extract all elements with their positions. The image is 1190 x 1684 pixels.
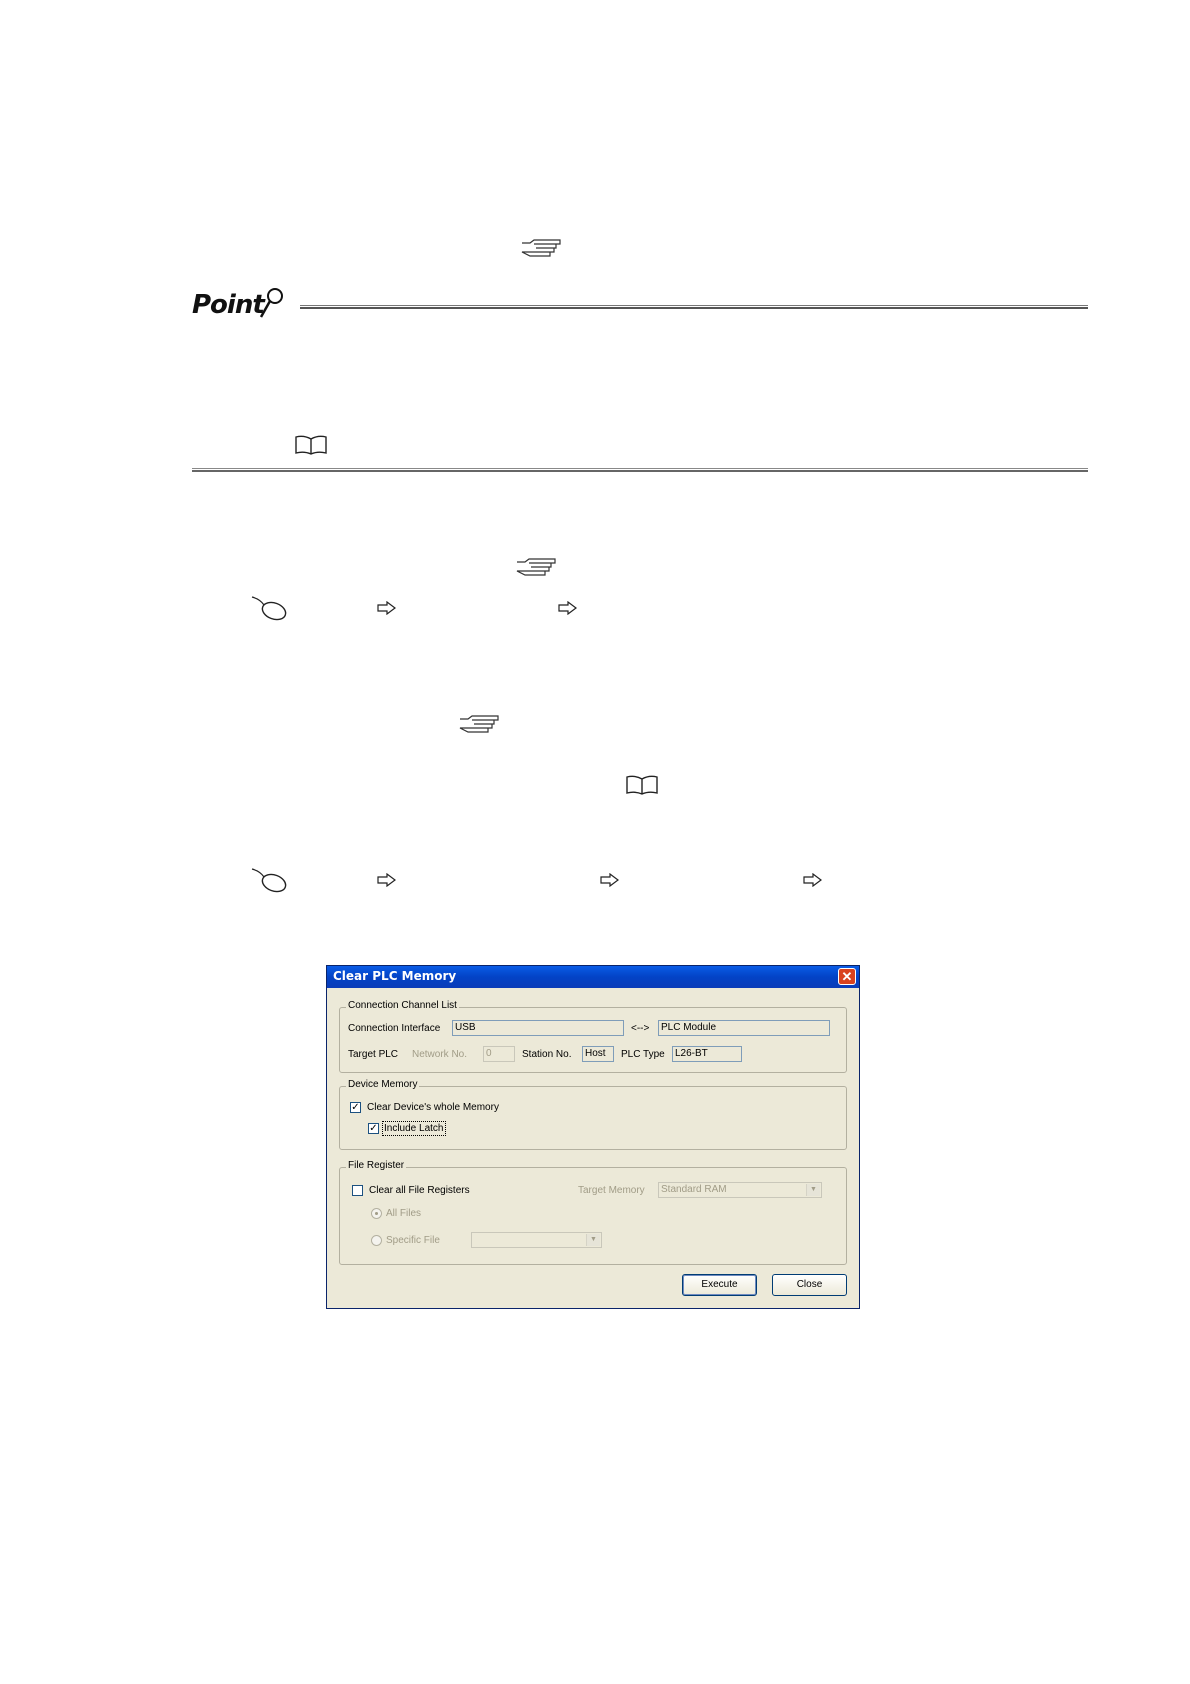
network-no-field: 0 — [483, 1046, 515, 1062]
connection-arrow-label: <--> — [631, 1023, 650, 1034]
dialog-title: Clear PLC Memory — [333, 969, 457, 983]
close-button[interactable]: Close — [772, 1274, 847, 1296]
close-icon[interactable]: ✕ — [838, 968, 856, 985]
station-no-field: Host — [582, 1046, 614, 1062]
clear-file-registers-label[interactable]: Clear all File Registers — [369, 1185, 470, 1196]
target-memory-select[interactable] — [658, 1182, 822, 1198]
station-no-label: Station No. — [522, 1049, 572, 1060]
magnifier-icon — [256, 287, 286, 321]
plc-type-label: PLC Type — [621, 1049, 665, 1060]
dialog-titlebar — [327, 966, 859, 988]
chevron-down-icon[interactable]: ▼ — [586, 1234, 600, 1246]
connection-interface-label: Connection Interface — [348, 1023, 441, 1034]
arrow-right-icon — [377, 601, 397, 615]
point-top-rule — [300, 305, 1088, 309]
clear-device-memory-label[interactable]: Clear Device's whole Memory — [367, 1102, 499, 1113]
arrow-right-icon — [377, 873, 397, 887]
include-latch-checkbox[interactable]: ✓ — [369, 1123, 378, 1134]
specific-file-label[interactable]: Specific File — [386, 1235, 440, 1246]
all-files-radio[interactable] — [371, 1208, 382, 1219]
point-heading: Point — [192, 290, 264, 320]
clear-device-memory-checkbox[interactable]: ✓ — [351, 1102, 360, 1113]
manual-book-icon — [294, 434, 328, 456]
clear-plc-memory-dialog — [326, 965, 860, 1309]
execute-button[interactable]: Execute — [682, 1274, 757, 1296]
connection-interface-field: USB — [452, 1020, 624, 1036]
hand-pointer-icon — [520, 237, 564, 259]
clear-file-registers-checkbox[interactable] — [352, 1185, 363, 1196]
target-memory-label: Target Memory — [578, 1185, 645, 1196]
file-register-label: File Register — [348, 1160, 405, 1171]
manual-book-icon — [625, 774, 659, 796]
device-memory-group — [339, 1079, 847, 1150]
connection-channel-group — [339, 1000, 847, 1073]
mouse-icon — [250, 595, 290, 621]
point-bottom-rule — [192, 468, 1088, 472]
target-plc-label: Target PLC — [348, 1049, 399, 1060]
network-no-label: Network No. — [412, 1049, 468, 1060]
arrow-right-icon — [600, 873, 620, 887]
all-files-label[interactable]: All Files — [386, 1208, 422, 1219]
arrow-right-icon — [558, 601, 578, 615]
hand-pointer-icon — [458, 713, 502, 735]
specific-file-select[interactable] — [471, 1232, 602, 1248]
target-memory-value: Standard RAM — [661, 1184, 727, 1195]
arrow-right-icon — [803, 873, 823, 887]
device-memory-label: Device Memory — [348, 1079, 418, 1090]
hand-pointer-icon — [515, 556, 559, 578]
plc-type-field: L26-BT — [672, 1046, 742, 1062]
connection-channel-label: Connection Channel List — [348, 1000, 457, 1011]
mouse-icon — [250, 867, 290, 893]
file-register-group — [339, 1160, 847, 1265]
include-latch-label[interactable]: Include Latch — [384, 1123, 444, 1134]
plc-module-field: PLC Module — [658, 1020, 830, 1036]
specific-file-radio[interactable] — [371, 1235, 382, 1246]
chevron-down-icon[interactable]: ▼ — [806, 1184, 820, 1196]
